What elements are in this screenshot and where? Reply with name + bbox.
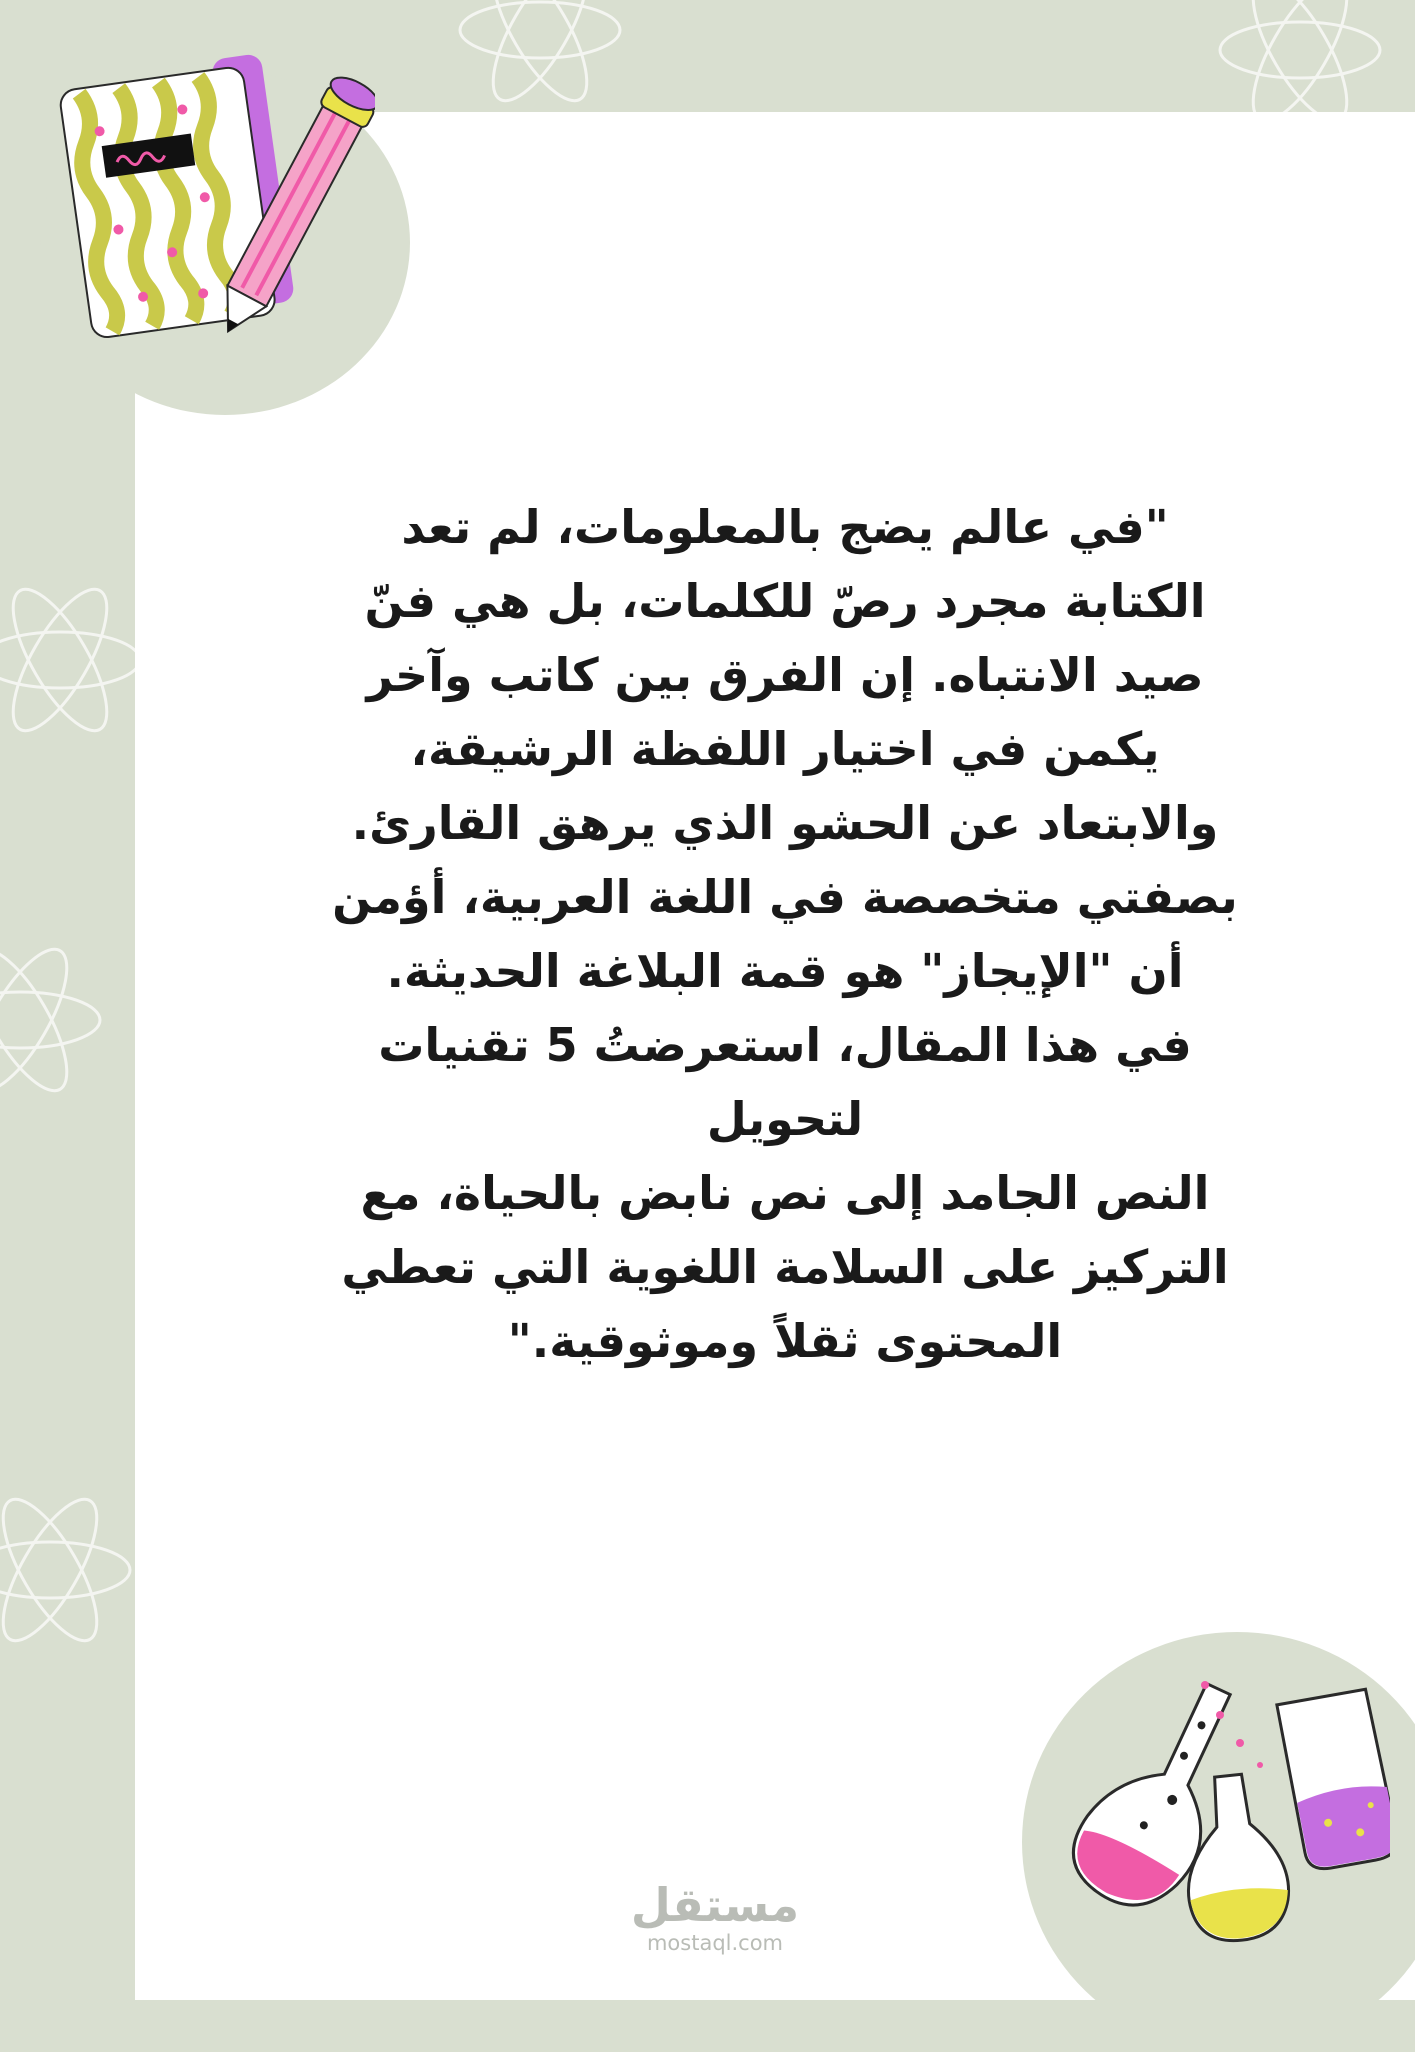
atom-icon (460, 0, 620, 113)
paragraph-line: يكمن في اختيار اللفظة الرشيقة، (410, 722, 1160, 776)
paragraph-line: أن "الإيجاز" هو قمة البلاغة الحديثة. (386, 944, 1184, 998)
mostaql-logo: مستقل (630, 1878, 800, 1932)
paragraph-line: النص الجامد إلى نص نابض بالحياة، مع (360, 1166, 1210, 1220)
notebook-illustration (55, 50, 375, 350)
paragraph-line: الكتابة مجرد رصّ للكلمات، بل هي فنّ (364, 574, 1206, 628)
intro-paragraph (250, 490, 1320, 1378)
paragraph-line: في هذا المقال، استعرضتُ 5 تقنيات (378, 1018, 1192, 1072)
paragraph-line: صيد الانتباه. إن الفرق بين كاتب وآخر (366, 648, 1204, 702)
flasks-illustration (1060, 1655, 1390, 1945)
atom-icon (0, 937, 100, 1104)
atom-icon (0, 1487, 130, 1654)
paragraph-line: لتحويل (706, 1092, 864, 1146)
atom-icon (0, 577, 140, 744)
paragraph-line: بصفتي متخصصة في اللغة العربية، أؤمن (332, 870, 1238, 924)
mostaql-site: mostaql.com (646, 1931, 784, 1955)
paragraph-line: "في عالم يضج بالمعلومات، لم تعد (401, 500, 1169, 554)
beaker-icon (1277, 1688, 1390, 1872)
paragraph-line: المحتوى ثقلاً وموثوقية." (507, 1314, 1063, 1368)
mostaql-watermark (600, 1880, 830, 1956)
paragraph-line: التركيز على السلامة اللغوية التي تعطي (341, 1240, 1229, 1294)
paragraph-line: والابتعاد عن الحشو الذي يرهق القارئ. (351, 796, 1219, 850)
